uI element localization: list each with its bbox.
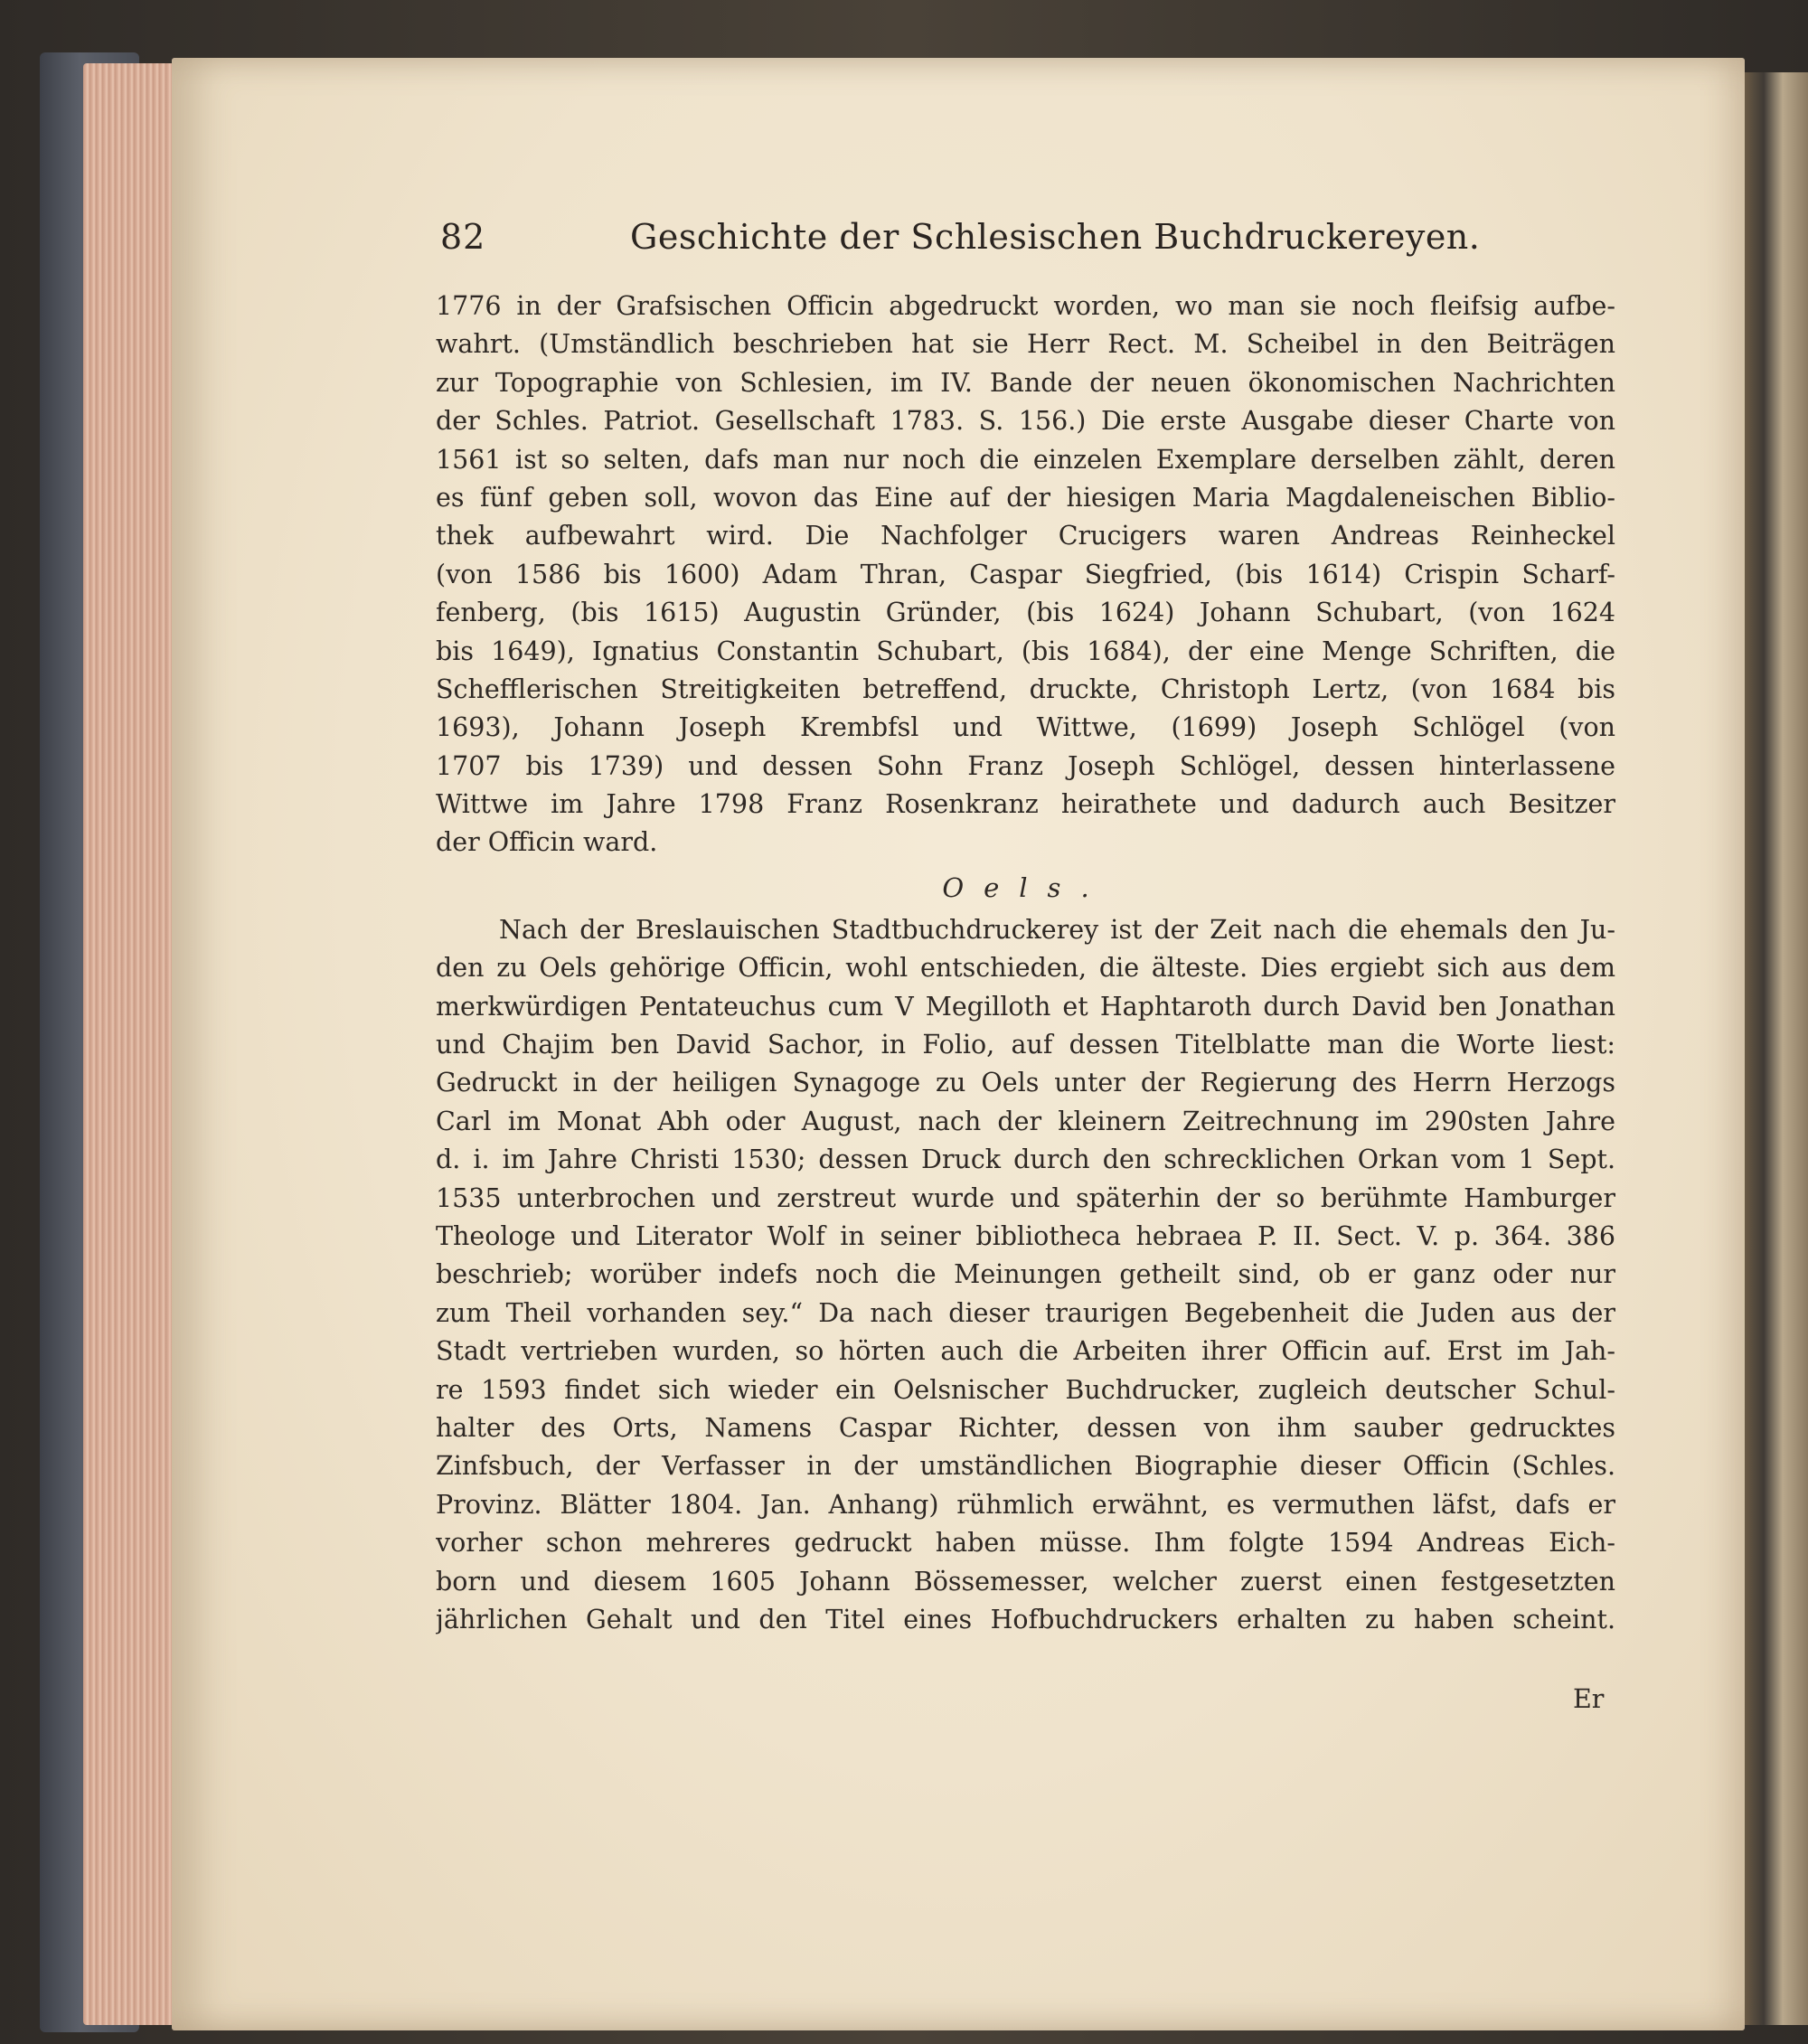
running-title: Geschichte der Schlesischen Buchdruckereyen. — [630, 217, 1481, 257]
text-line: der Schles. Patriot. Gesellschaft 1783. S. 156.) Die erste Ausgabe dieser Charte von — [436, 406, 1615, 437]
text-line: Theologe und Literator Wolf in seiner bibliotheca hebraea P. II. Sect. V. p. 364. 386 — [436, 1220, 1615, 1251]
text-line: zur Topographie von Schlesien, im IV. Bande der neuen ökonomischen Nachrichten — [436, 367, 1615, 398]
text-line: re 1593 findet sich wieder ein Oelsnischer Buchdrucker, zugleich deutscher Schul- — [436, 1374, 1615, 1405]
paragraph-1 — [436, 287, 1615, 862]
text-line: fenberg, (bis 1615) Augustin Gründer, (bis 1624) Johann Schubart, (von 1624 — [436, 598, 1615, 628]
text-line: 1535 unterbrochen und zerstreut wurde und späterhin der so berühmte Hamburger — [436, 1182, 1615, 1213]
text-line: 1776 in der Grafsischen Officin abgedruckt worden, wo man sie noch fleifsig aufbe- — [436, 291, 1615, 321]
text-line: Schefflerischen Streitigkeiten betreffend, druckte, Christoph Lertz, (von 1684 bis — [436, 673, 1615, 704]
page-number: 82 — [440, 217, 486, 257]
text-line: den zu Oels gehörige Officin, wohl entschieden, die älteste. Dies ergiebt sich aus dem — [436, 953, 1615, 984]
text-line: thek aufbewahrt wird. Die Nachfolger Crucigers waren Andreas Reinheckel — [436, 521, 1615, 551]
text-line: merkwürdigen Pentateuchus cum V Megilloth et Haphtaroth durch David ben Jonathan — [436, 991, 1615, 1022]
text-line: halter des Orts, Namens Caspar Richter, dessen von ihm sauber gedrucktes — [436, 1412, 1615, 1443]
text-line: Zinfsbuch, der Verfasser in der umständlichen Biographie dieser Officin (Schles. — [436, 1451, 1615, 1482]
catchword: Er — [1573, 1684, 1605, 1714]
text-line: 1693), Johann Joseph Krembfsl und Wittwe, (1699) Joseph Schlögel (von — [436, 712, 1615, 743]
body-text — [436, 287, 1615, 1639]
text-line: Wittwe im Jahre 1798 Franz Rosenkranz heirathete und dadurch auch Besitzer — [436, 789, 1615, 820]
text-line: born und diesem 1605 Johann Bössemesser, welcher zuerst einen festgesetzten — [436, 1566, 1615, 1597]
text-line: bis 1649), Ignatius Constantin Schubart, (bis 1684), der eine Menge Schriften, die — [436, 636, 1615, 666]
text-line: vorher schon mehreres gedruckt haben müsse. Ihm folgte 1594 Andreas Eich- — [436, 1528, 1615, 1559]
text-line: 1707 bis 1739) und dessen Sohn Franz Joseph Schlögel, dessen hinterlassene — [436, 750, 1615, 781]
text-line: und Chajim ben David Sachor, in Folio, auf dessen Titelblatte man die Worte liest: — [436, 1030, 1615, 1060]
text-line: (von 1586 bis 1600) Adam Thran, Caspar Siegfried, (bis 1614) Crispin Scharf- — [436, 559, 1615, 589]
section-heading-oels: Oels. — [942, 871, 1109, 903]
text-line: jährlichen Gehalt und den Titel eines Hofbuchdruckers erhalten zu haben scheint. — [436, 1604, 1615, 1634]
text-line: Carl im Monat Abh oder August, nach der kleinern Zeitrechnung im 290sten Jahre — [436, 1106, 1615, 1136]
text-line: Nach der Breslauischen Stadtbuchdruckerey ist der Zeit nach die ehemals den Ju- — [499, 914, 1615, 945]
text-line: es fünf geben soll, wovon das Eine auf der hiesigen Maria Magdaleneischen Biblio- — [436, 482, 1615, 513]
text-line: Stadt vertrieben wurden, so hörten auch die Arbeiten ihrer Officin auf. Erst im Jah- — [436, 1336, 1615, 1367]
text-line: d. i. im Jahre Christi 1530; dessen Druck durch den schrecklichen Orkan vom 1 Sept. — [436, 1144, 1615, 1175]
book-cover-right — [1745, 72, 1808, 2025]
text-line: Provinz. Blätter 1804. Jan. Anhang) rühmlich erwähnt, es vermuthen läfst, dafs er — [436, 1489, 1615, 1520]
text-line: zum Theil vorhanden sey.“ Da nach dieser traurigen Begebenheit die Juden aus der — [436, 1297, 1615, 1328]
paragraph-2 — [436, 911, 1615, 1639]
text-line: 1561 ist so selten, dafs man nur noch die einzelen Exemplare derselben zählt, deren — [436, 444, 1615, 475]
text-line: beschrieb; worüber indefs noch die Meinungen getheilt sind, ob er ganz oder nur — [436, 1259, 1615, 1290]
page-header — [440, 217, 1615, 271]
text-line: Gedruckt in der heiligen Synagoge zu Oels unter der Regierung des Herrn Herzogs — [436, 1068, 1615, 1098]
text-line: wahrt. (Umständlich beschrieben hat sie Herr Rect. M. Scheibel in den Beiträgen — [436, 329, 1615, 360]
text-line: der Officin ward. — [436, 827, 658, 858]
